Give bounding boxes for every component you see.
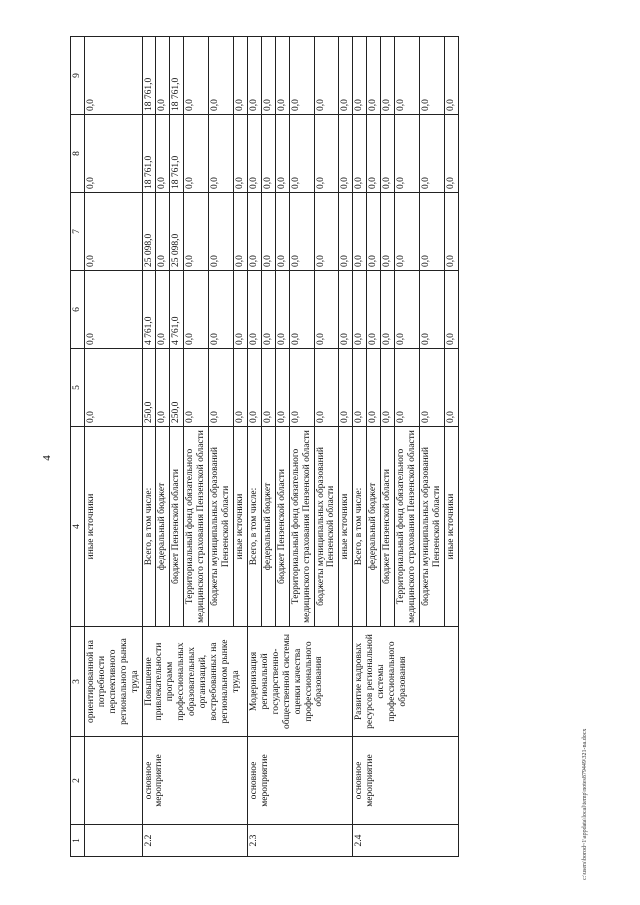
col-header: 8 — [71, 115, 85, 193]
value-cell: 0,0 — [339, 271, 353, 349]
source-cell: бюджеты муниципальных образований Пензенской области — [209, 427, 234, 627]
value-cell: 0,0 — [275, 193, 289, 271]
header-row — [71, 37, 85, 857]
value-cell: 0,0 — [444, 193, 458, 271]
source-cell: иные источники — [339, 427, 353, 627]
value-cell: 0,0 — [314, 115, 339, 193]
source-cell: иные источники — [233, 427, 247, 627]
source-cell: бюджеты муниципальных образований Пензенской области — [419, 427, 444, 627]
row-number: 2.3 — [247, 825, 352, 857]
value-cell: 0,0 — [289, 115, 314, 193]
value-cell: 18 761,0 — [142, 37, 156, 115]
value-cell: 0,0 — [261, 193, 275, 271]
value-cell: 0,0 — [367, 115, 381, 193]
page-number: 4 — [40, 455, 53, 461]
table-row — [353, 37, 367, 857]
value-cell: 0,0 — [275, 271, 289, 349]
value-cell: 0,0 — [353, 271, 367, 349]
col-header: 4 — [71, 427, 85, 627]
value-cell: 0,0 — [156, 193, 170, 271]
value-cell: 0,0 — [367, 37, 381, 115]
value-cell: 0,0 — [444, 271, 458, 349]
value-cell: 0,0 — [395, 271, 420, 349]
value-cell: 0,0 — [156, 115, 170, 193]
value-cell: 0,0 — [381, 193, 395, 271]
value-cell: 0,0 — [314, 349, 339, 427]
continuation-row — [84, 37, 142, 857]
value-cell: 0,0 — [233, 37, 247, 115]
col-header: 9 — [71, 37, 85, 115]
measure-type: основное мероприятие — [142, 737, 247, 825]
value-cell: 0,0 — [247, 193, 261, 271]
value-cell: 0,0 — [84, 349, 142, 427]
value-cell: 0,0 — [419, 115, 444, 193]
value-cell: 0,0 — [184, 271, 209, 349]
value-cell: 0,0 — [275, 349, 289, 427]
value-cell: 0,0 — [314, 271, 339, 349]
source-cell: федеральный бюджет — [156, 427, 170, 627]
value-cell: 0,0 — [444, 349, 458, 427]
measure-name: Модернизация региональной государственно-общественной системы оценки качества профессионального образования — [247, 627, 352, 737]
col-header: 1 — [71, 825, 85, 857]
value-cell: 0,0 — [233, 193, 247, 271]
value-cell: 0,0 — [381, 115, 395, 193]
value-cell: 0,0 — [289, 271, 314, 349]
value-cell: 0,0 — [314, 37, 339, 115]
source-cell: Территориальный фонд обязательного медицинского страхования Пензенской области — [395, 427, 420, 627]
value-cell: 0,0 — [275, 115, 289, 193]
value-cell: 0,0 — [233, 115, 247, 193]
value-cell: 0,0 — [339, 193, 353, 271]
value-cell: 250,0 — [170, 349, 184, 427]
value-cell: 0,0 — [395, 349, 420, 427]
value-cell: 18 761,0 — [170, 37, 184, 115]
value-cell: 0,0 — [261, 37, 275, 115]
value-cell: 0,0 — [156, 37, 170, 115]
source-cell: бюджет Пензенской области — [381, 427, 395, 627]
value-cell: 0,0 — [184, 115, 209, 193]
value-cell: 0,0 — [247, 349, 261, 427]
measure-name: Повышение привлекательности программ профессиональных образовательных организаций, востребованных на региональном рынке труда — [142, 627, 247, 737]
value-cell: 4 761,0 — [170, 271, 184, 349]
value-cell: 0,0 — [395, 193, 420, 271]
value-cell: 0,0 — [184, 37, 209, 115]
value-cell: 0,0 — [419, 193, 444, 271]
footer-file-path: c:\users\borod~1\appdata\local\temp\notes879449\321-na.docx — [582, 728, 588, 880]
value-cell: 0,0 — [367, 271, 381, 349]
col-header: 2 — [71, 737, 85, 825]
table-row — [247, 37, 261, 857]
value-cell: 0,0 — [209, 37, 234, 115]
value-cell: 0,0 — [353, 349, 367, 427]
value-cell: 0,0 — [261, 115, 275, 193]
value-cell: 0,0 — [289, 349, 314, 427]
value-cell: 0,0 — [184, 193, 209, 271]
value-cell: 0,0 — [444, 37, 458, 115]
value-cell: 0,0 — [381, 37, 395, 115]
value-cell: 0,0 — [209, 115, 234, 193]
value-cell: 0,0 — [247, 115, 261, 193]
source-cell: Всего, в том числе: — [142, 427, 156, 627]
value-cell: 0,0 — [209, 193, 234, 271]
value-cell: 0,0 — [419, 349, 444, 427]
value-cell: 0,0 — [339, 115, 353, 193]
value-cell: 0,0 — [247, 37, 261, 115]
source-cell: бюджет Пензенской области — [170, 427, 184, 627]
value-cell: 18 761,0 — [142, 115, 156, 193]
value-cell: 0,0 — [314, 193, 339, 271]
value-cell: 0,0 — [84, 271, 142, 349]
value-cell: 0,0 — [419, 271, 444, 349]
value-cell: 0,0 — [84, 193, 142, 271]
measure-type: основное мероприятие — [247, 737, 352, 825]
value-cell: 0,0 — [395, 37, 420, 115]
value-cell: 0,0 — [247, 271, 261, 349]
value-cell: 25 098,0 — [142, 193, 156, 271]
rotated-table-container — [70, 37, 570, 857]
value-cell: 0,0 — [339, 349, 353, 427]
row-number: 2.4 — [353, 825, 458, 857]
value-cell: 0,0 — [84, 37, 142, 115]
value-cell: 250,0 — [142, 349, 156, 427]
col-header: 3 — [71, 627, 85, 737]
value-cell: 18 761,0 — [170, 115, 184, 193]
value-cell: 0,0 — [233, 349, 247, 427]
value-cell: 0,0 — [381, 349, 395, 427]
source-cell: Всего, в том числе: — [247, 427, 261, 627]
source-cell: Территориальный фонд обязательного медицинского страхования Пензенской области — [289, 427, 314, 627]
col-header: 6 — [71, 271, 85, 349]
value-cell: 0,0 — [367, 349, 381, 427]
col-header: 5 — [71, 349, 85, 427]
value-cell: 0,0 — [381, 271, 395, 349]
measure-name: ориентированной на потребности перспективного регионального рынка труда — [84, 627, 142, 737]
value-cell: 0,0 — [367, 193, 381, 271]
source-cell: бюджет Пензенской области — [275, 427, 289, 627]
source-cell: иные источники — [444, 427, 458, 627]
value-cell: 0,0 — [289, 193, 314, 271]
value-cell: 0,0 — [156, 271, 170, 349]
source-cell: Всего, в том числе: — [353, 427, 367, 627]
value-cell: 0,0 — [233, 271, 247, 349]
measure-name: Развитие кадровых ресурсов региональной системы профессионального образования — [353, 627, 458, 737]
source-cell: Территориальный фонд обязательного медицинского страхования Пензенской области — [184, 427, 209, 627]
source-cell: бюджеты муниципальных образований Пензенской области — [314, 427, 339, 627]
value-cell: 0,0 — [84, 115, 142, 193]
source-cell: федеральный бюджет — [367, 427, 381, 627]
value-cell: 0,0 — [353, 193, 367, 271]
value-cell: 0,0 — [353, 115, 367, 193]
source-cell: федеральный бюджет — [261, 427, 275, 627]
value-cell: 4 761,0 — [142, 271, 156, 349]
value-cell: 0,0 — [395, 115, 420, 193]
value-cell: 0,0 — [209, 349, 234, 427]
value-cell: 0,0 — [156, 349, 170, 427]
col-header: 7 — [71, 193, 85, 271]
value-cell: 0,0 — [339, 37, 353, 115]
value-cell: 0,0 — [209, 271, 234, 349]
value-cell: 0,0 — [261, 349, 275, 427]
value-cell: 0,0 — [444, 115, 458, 193]
budget-table — [70, 36, 459, 857]
value-cell: 0,0 — [353, 37, 367, 115]
value-cell: 0,0 — [289, 37, 314, 115]
value-cell: 0,0 — [419, 37, 444, 115]
row-number: 2.2 — [142, 825, 247, 857]
source-cell: иные источники — [84, 427, 142, 627]
value-cell: 0,0 — [261, 271, 275, 349]
value-cell: 25 098,0 — [170, 193, 184, 271]
value-cell: 0,0 — [275, 37, 289, 115]
value-cell: 0,0 — [184, 349, 209, 427]
measure-type: основное мероприятие — [353, 737, 458, 825]
table-row — [142, 37, 156, 857]
